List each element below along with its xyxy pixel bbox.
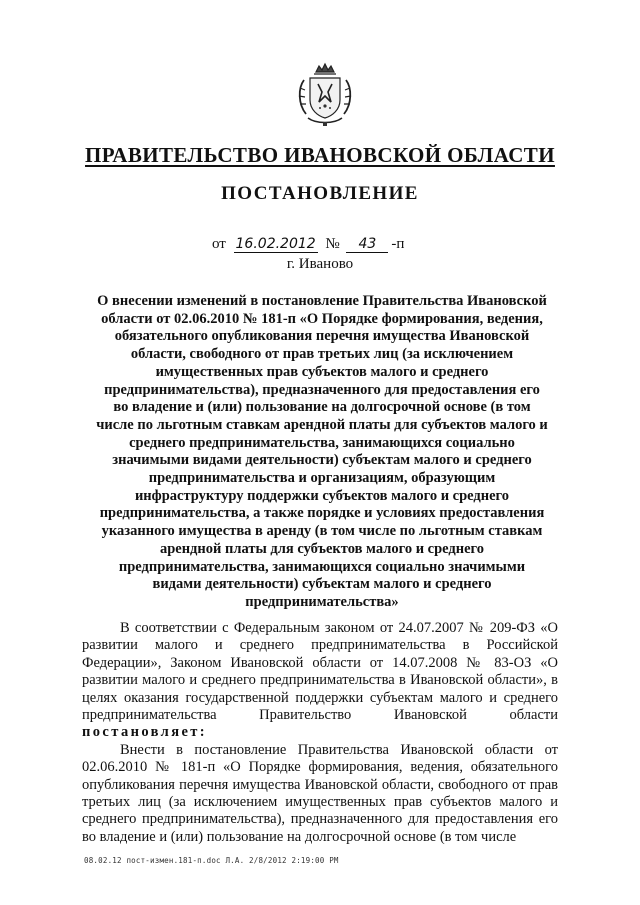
from-label: от [212,236,226,252]
dateline [212,236,404,253]
preamble-paragraph [82,620,558,742]
city: г. Иваново [286,256,354,272]
file-footer: 08.02.12 пост-измен.181-п.doc Л.А. 2/8/2012 2:19:00 PM [84,856,339,865]
number-suffix: -п [391,236,405,252]
decree-word: постановляет: [82,724,208,741]
number-label: № [325,236,340,252]
document-subject: О внесении изменений в постановление Правительства Ивановской области от 02.06.2010 № 181-п «О Порядке формирования, ведения, обязательного опубликования перечня имущества Ивановской области, свободного от прав третьих лиц (за исключением имущественных прав субъектов малого и среднего предпринимательства), предназначенного для предоставления его во владение и (или) пользование на долгосрочной основе (в том числе по льготным ставкам арендной платы для субъектов малого и среднего предпринимательства, занимающихся социально значимыми видами деятельности) субъектам малого и среднего предпринимательства и организациям, образующим инфраструктуру поддержки субъектов малого и среднего предпринимательства, а также порядке и условиях предоставления указанного имущества в аренду (в том числе по льготным ставкам арендной платы для субъектов малого и среднего предпринимательства, занимающихся социально значимыми видами деятельности) субъектам малого и среднего предпринимательства» [96,293,548,610]
document-date: 16.02.2012 [235,236,316,252]
government-title: ПРАВИТЕЛЬСТВО ИВАНОВСКОЙ ОБЛАСТИ [85,143,555,167]
preamble-text: В соответствии с Федеральным законом от 24.07.2007 № 209-ФЗ «О развитии малого и среднего предпринимательства в Российской Федерации», Законом Ивановской области от 14.07.2008 № 83-ОЗ «О развитии малого и среднего предпринимательства в Ивановской области», в целях оказания государственной поддержки субъектам малого и среднего предпринимательства Правительство Ивановской области [82,620,558,724]
document-type: ПОСТАНОВЛЕНИЕ [221,183,419,204]
coat-of-arms-icon [294,62,356,128]
paragraph-1: Внести в постановление Правительства Ивановской области от 02.06.2010 № 181-п «О Порядке формирования, ведения, обязательного опубликования перечня имущества Ивановской области, свободного от прав третьих лиц (за исключением имущественных прав субъектов малого и среднего предпринимательства), предназначенного для предоставления его во владение и (или) пользование на долгосрочной основе (в том числе [82,741,558,845]
document-number: 43 [346,236,388,253]
document-body [82,620,558,846]
